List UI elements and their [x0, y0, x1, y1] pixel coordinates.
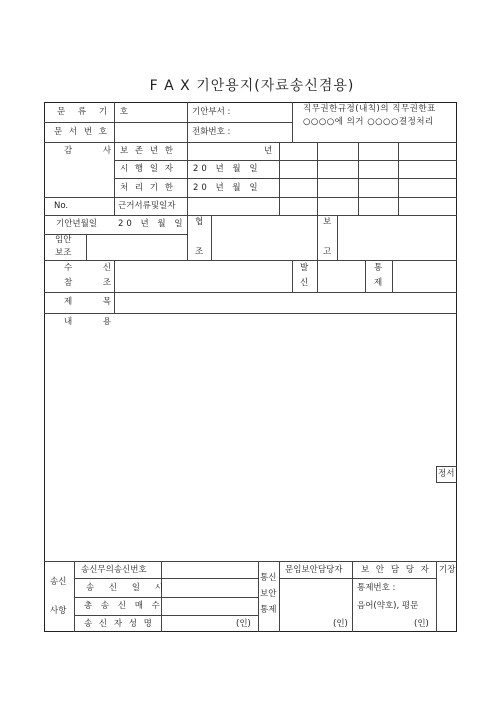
transmit-date-label: 송 신 일 시: [86, 583, 169, 593]
transmit-pages-label: 총 송 신 매 수: [84, 601, 163, 611]
effective-date-value[interactable]: 20 년 월 일: [193, 164, 261, 174]
sender-label-2: 신: [300, 278, 309, 288]
comm-label-1: 통신: [260, 573, 277, 583]
cipher-label: 음어(약호), 평문: [357, 601, 419, 611]
control-label-2: 제: [374, 278, 383, 288]
writer-seal: (인): [236, 619, 251, 629]
transmit-writer-label: 송 신 자 성 명: [84, 619, 154, 629]
report-label-2: 고: [323, 247, 332, 257]
reference-label: 참 조: [64, 278, 126, 288]
control-number-label: 통제번호 :: [357, 583, 396, 593]
deadline-value[interactable]: 20 년 월 일: [193, 183, 261, 193]
transmit-number-label: 송신무의송신번호: [81, 565, 147, 575]
security-officer-label: 보 안 담 당 자: [361, 565, 431, 575]
no-label: No.: [54, 201, 69, 211]
transmit-side-label-1: 송신: [50, 577, 67, 587]
deadline-label: 처 리 기 한: [120, 183, 175, 193]
subject-label: 제 목: [64, 297, 126, 307]
inspect-label: 감 사: [64, 146, 126, 156]
coop-label-2: 조: [195, 247, 204, 257]
retention-label: 보 존 년 한: [120, 146, 175, 156]
control-label-1: 통: [374, 263, 383, 273]
draft-date-label: 기안년월일: [56, 219, 98, 229]
content-label: 내 용: [64, 317, 126, 327]
effective-date-label: 시 행 일 자: [120, 164, 175, 174]
authority-rule-text: 직무권한규정(내칙)의 직무권한표 ○○○○에 의거 ○○○○결정처리: [303, 104, 436, 127]
report-label-1: 보: [323, 217, 332, 227]
comm-label-3: 통제: [260, 605, 277, 615]
retention-year-unit: 년: [264, 146, 273, 156]
document-title: F A X 기안용지(자료송신겸용): [149, 78, 355, 94]
doc-number-label: 문 서 번 호: [54, 127, 109, 137]
clean-copy-label: 정서: [438, 469, 455, 479]
recorder-label: 기장: [439, 565, 456, 575]
comm-label-2: 보안: [260, 589, 277, 599]
sender-label-1: 발: [300, 263, 309, 273]
receiver-label: 수 신: [64, 263, 126, 273]
transmit-side-label-2: 사항: [50, 606, 67, 616]
phone-label: 전화번호 :: [192, 127, 231, 137]
temp-label-2: 보조: [55, 248, 72, 258]
officer-seal: (인): [414, 619, 429, 629]
draft-date-value[interactable]: 20 년 월 일: [118, 219, 186, 229]
fax-form-frame: [44, 102, 457, 632]
doc-class-label: 문 류 기 호: [57, 107, 133, 117]
basis-label: 근거서류및일자: [118, 201, 176, 211]
draft-dept-label: 기안부서 :: [192, 107, 231, 117]
temp-label-1: 임안: [55, 235, 72, 245]
doc-security-label: 문임보안담당자: [285, 565, 343, 575]
doc-security-seal: (인): [333, 619, 348, 629]
coop-label-1: 협: [195, 217, 204, 227]
